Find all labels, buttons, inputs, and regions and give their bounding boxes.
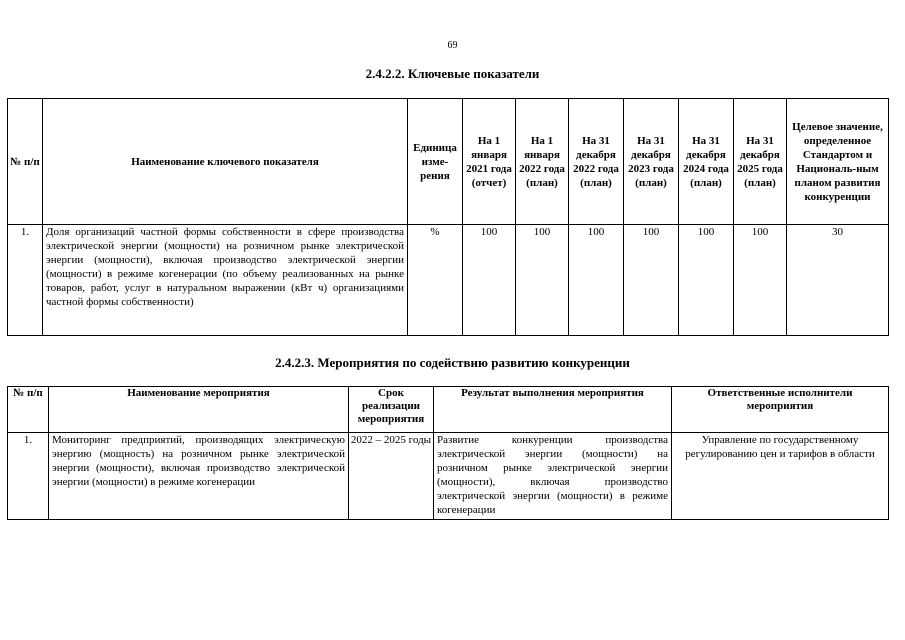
header-number: № п/п <box>8 99 43 225</box>
key-indicators-title: 2.4.2.2. Ключевые показатели <box>365 66 540 81</box>
measure-period: 2022 – 2025 годы <box>349 433 434 520</box>
header-responsible: Ответственные исполнители мероприятия <box>672 387 889 433</box>
header-2022-dec: На 31 декабря 2022 года (план) <box>569 99 624 225</box>
measure-result: Развитие конкуренции производства электрической энергии (мощности) на розничном рынке электрической энергии (мощности), включая производство электрической энергии (мощности) в режиме когенерации <box>434 433 672 520</box>
value-2022-dec: 100 <box>569 225 624 336</box>
value-2021: 100 <box>463 225 516 336</box>
table-header-row <box>8 387 889 433</box>
value-2022-jan: 100 <box>516 225 569 336</box>
header-2024: На 31 декабря 2024 года (план) <box>679 99 734 225</box>
header-2021: На 1 января 2021 года (отчет) <box>463 99 516 225</box>
header-2025: На 31 декабря 2025 года (план) <box>734 99 787 225</box>
measures-title: 2.4.2.3. Мероприятия по содействию развитию конкуренции <box>275 355 630 370</box>
table-row <box>8 225 889 336</box>
table-header-row <box>8 99 889 225</box>
header-measure-name: Наименование мероприятия <box>49 387 349 433</box>
value-2025: 100 <box>734 225 787 336</box>
measures-table <box>7 386 889 520</box>
row-number: 1. <box>8 433 49 520</box>
key-indicators-table <box>7 98 889 336</box>
value-2024: 100 <box>679 225 734 336</box>
header-number: № п/п <box>8 387 49 433</box>
header-target: Целевое значение, определенное Стандартом и Националь-ным планом развития конкуренции <box>787 99 889 225</box>
value-2023: 100 <box>624 225 679 336</box>
header-2022-jan: На 1 января 2022 года (план) <box>516 99 569 225</box>
measure-responsible: Управление по государственному регулированию цен и тарифов в области <box>672 433 889 520</box>
header-unit: Единица изме-рения <box>408 99 463 225</box>
table-row <box>8 433 889 520</box>
row-number: 1. <box>8 225 43 336</box>
header-2023: На 31 декабря 2023 года (план) <box>624 99 679 225</box>
page-number: 69 <box>447 40 458 51</box>
header-result: Результат выполнения мероприятия <box>434 387 672 433</box>
indicator-name: Доля организаций частной формы собственности в сфере производства электрической энергии (мощности) на розничном рынке электрической энергии (мощности), включая производство электрической энергии (мощности) в режиме когенерации (по объему реализованных на рынке товаров, работ, услуг в натуральном выражении (кВт ч) организациями частной формы собственности) <box>43 225 408 336</box>
header-indicator-name: Наименование ключевого показателя <box>43 99 408 225</box>
header-period: Срок реализации мероприятия <box>349 387 434 433</box>
measure-name: Мониторинг предприятий, производящих электрическую энергию (мощность) на розничном рынке электрической энергии (мощности), включая производство электрической энергии (мощности) в режиме когенерации <box>49 433 349 520</box>
target-value: 30 <box>787 225 889 336</box>
unit-cell: % <box>408 225 463 336</box>
